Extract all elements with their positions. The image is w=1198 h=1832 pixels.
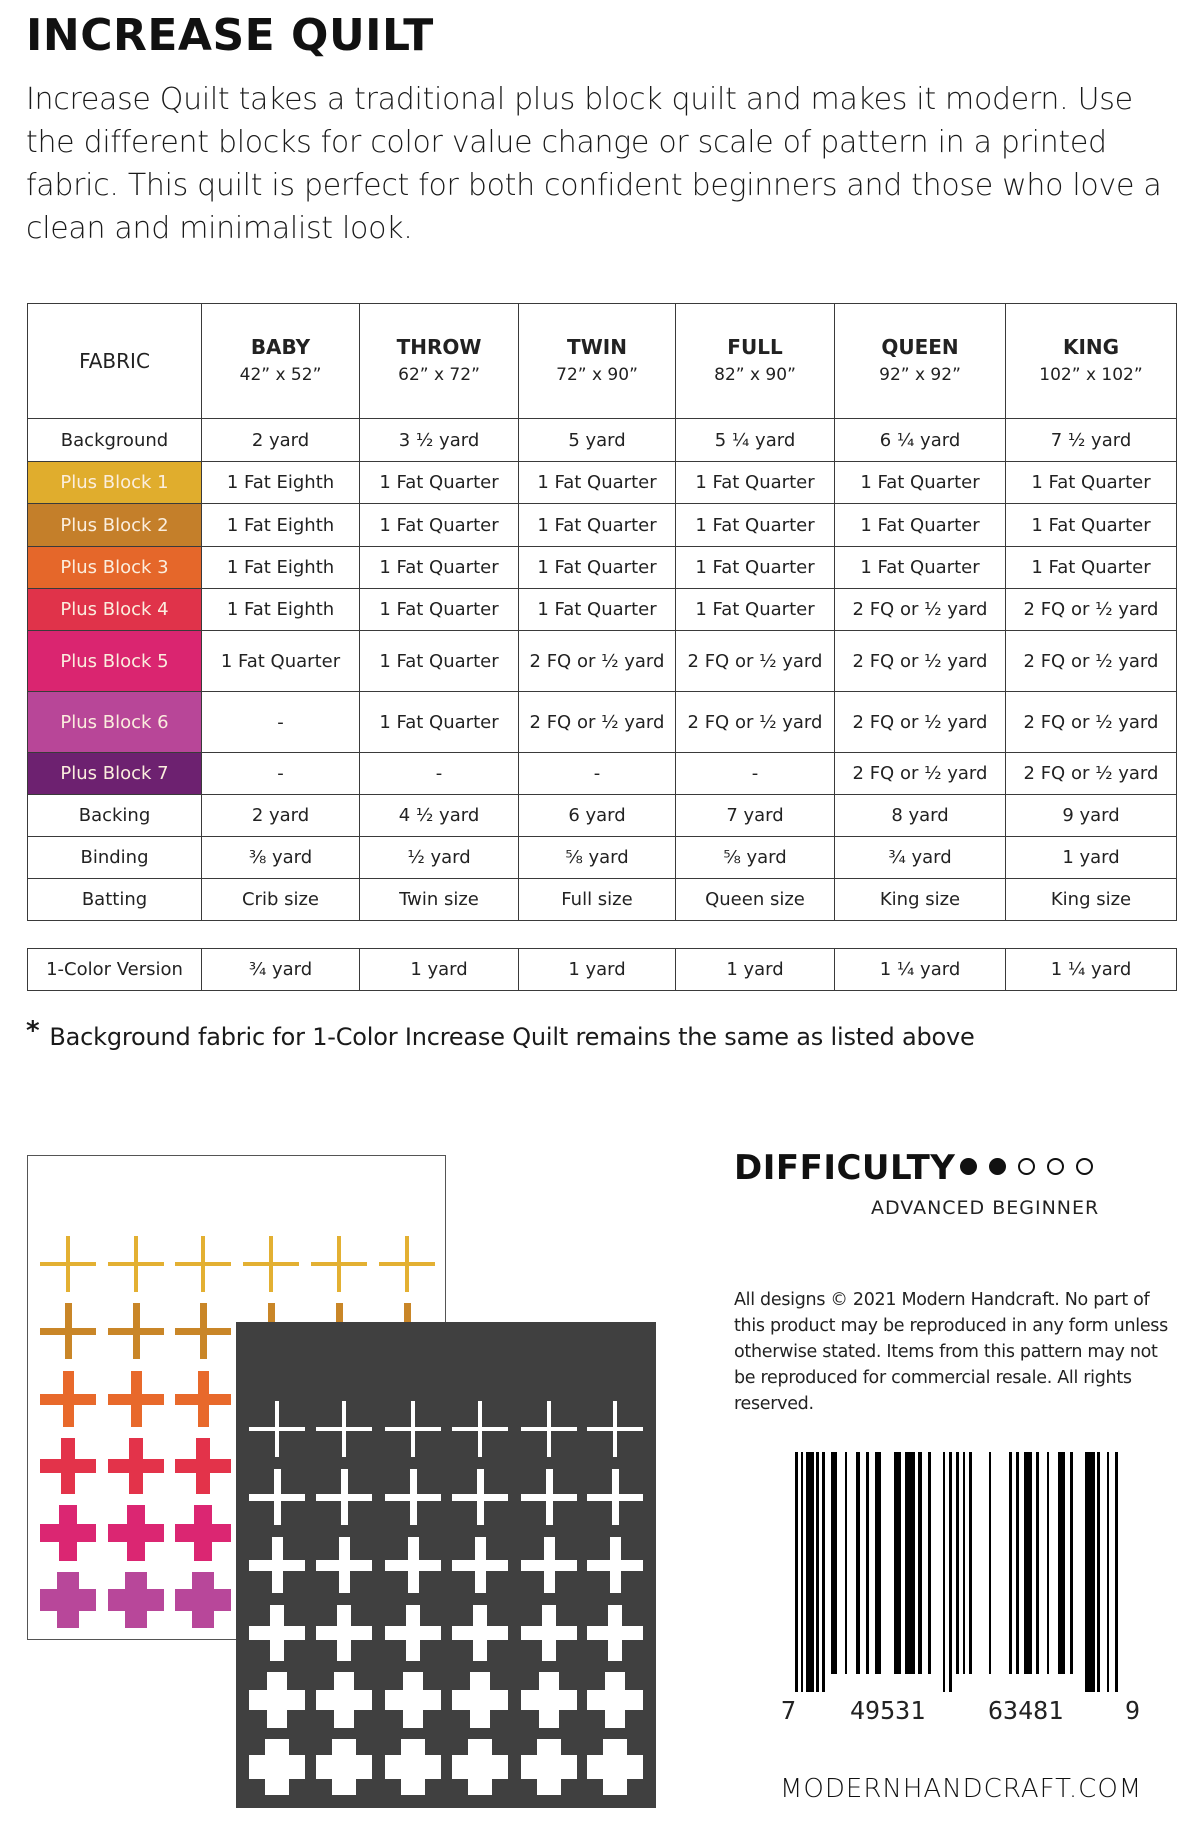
row-label: Batting <box>28 879 202 921</box>
table-cell: 1 Fat Quarter <box>1006 462 1177 504</box>
one-color-quilt-illustration <box>236 1322 656 1808</box>
plus-block-icon <box>40 1303 96 1359</box>
row-label: Plus Block 6 <box>28 692 202 753</box>
table-cell: - <box>202 692 360 753</box>
table-row <box>28 879 1177 921</box>
table-row <box>28 589 1177 631</box>
table-cell: ½ yard <box>360 837 519 879</box>
table-cell: 1 Fat Quarter <box>202 631 360 692</box>
table-cell: 2 FQ or ½ yard <box>519 631 676 692</box>
table-cell: 2 FQ or ½ yard <box>1006 753 1177 795</box>
size-dimensions: 42” x 52” <box>239 364 322 385</box>
table-cell: 1 Fat Quarter <box>835 504 1006 547</box>
plus-block-icon <box>108 1438 164 1494</box>
table-cell: 1 Fat Quarter <box>360 504 519 547</box>
table-cell: 1 yard <box>519 949 676 991</box>
size-dimensions: 102” x 102” <box>1039 364 1143 385</box>
plus-block-icon <box>452 1469 508 1525</box>
row-label: Background <box>28 419 202 462</box>
table-cell: Twin size <box>360 879 519 921</box>
size-name: FULL <box>727 334 783 359</box>
plus-block-icon <box>249 1537 305 1593</box>
plus-block-icon <box>108 1505 164 1561</box>
table-cell: ¾ yard <box>202 949 360 991</box>
plus-block-icon <box>175 1438 231 1494</box>
difficulty-rating <box>960 1158 1093 1175</box>
plus-block-icon <box>452 1672 508 1728</box>
plus-block-icon <box>40 1371 96 1427</box>
table-cell: 2 FQ or ½ yard <box>519 692 676 753</box>
filled-dot-icon <box>989 1158 1006 1175</box>
table-header-row <box>28 304 1177 419</box>
size-name: BABY <box>250 334 311 359</box>
intro-paragraph: Increase Quilt takes a traditional plus block quilt and makes it modern. Use the different blocks for color value change or scale of pattern in a printed fabric. This quilt is perfect for both confident beginners and those who love a clean and minimalist look. <box>26 82 1162 246</box>
table-cell: 1 Fat Quarter <box>1006 504 1177 547</box>
table-cell: 1 yard <box>1006 837 1177 879</box>
table-cell: 2 FQ or ½ yard <box>1006 589 1177 631</box>
asterisk-icon: * <box>26 1016 40 1046</box>
plus-block-icon <box>385 1672 441 1728</box>
table-cell: 1 Fat Quarter <box>1006 547 1177 589</box>
table-cell: 5 yard <box>519 419 676 462</box>
table-row <box>28 631 1177 692</box>
plus-block-icon <box>249 1605 305 1661</box>
barcode-digit: 49531 <box>850 1696 926 1725</box>
plus-block-icon <box>316 1401 372 1457</box>
table-cell: 2 FQ or ½ yard <box>835 589 1006 631</box>
table-cell: 8 yard <box>835 795 1006 837</box>
barcode-digit: 63481 <box>988 1696 1064 1725</box>
table-cell: 1 Fat Quarter <box>835 547 1006 589</box>
size-header-baby <box>202 304 360 419</box>
size-dimensions: 82” x 90” <box>714 364 796 385</box>
plus-block-icon <box>175 1371 231 1427</box>
plus-block-icon <box>40 1438 96 1494</box>
row-label: Binding <box>28 837 202 879</box>
table-cell: 1 yard <box>676 949 835 991</box>
table-cell: King size <box>835 879 1006 921</box>
table-cell: 1 Fat Quarter <box>519 462 676 504</box>
row-label: 1-Color Version <box>28 949 202 991</box>
table-cell: 1 Fat Quarter <box>676 462 835 504</box>
table-cell: 1 Fat Quarter <box>519 589 676 631</box>
plus-block-icon <box>108 1236 164 1292</box>
plus-block-icon <box>521 1672 577 1728</box>
one-color-version-table <box>27 948 1177 991</box>
table-cell: 2 FQ or ½ yard <box>676 631 835 692</box>
plus-block-icon <box>379 1236 435 1292</box>
table-cell: Full size <box>519 879 676 921</box>
plus-block-icon <box>452 1537 508 1593</box>
table-row <box>28 547 1177 589</box>
table-cell: 2 FQ or ½ yard <box>1006 631 1177 692</box>
size-name: QUEEN <box>881 334 959 359</box>
footnote-text: Background fabric for 1-Color Increase Quilt remains the same as listed above <box>49 1023 975 1051</box>
page-title: INCREASE QUILT <box>26 10 434 61</box>
table-row <box>28 419 1177 462</box>
table-cell: 1 Fat Eighth <box>202 589 360 631</box>
table-cell: 1 Fat Eighth <box>202 504 360 547</box>
plus-block-icon <box>175 1572 231 1628</box>
size-dimensions: 72” x 90” <box>556 364 638 385</box>
plus-block-icon <box>316 1469 372 1525</box>
table-cell: 1 Fat Quarter <box>360 462 519 504</box>
plus-block-icon <box>587 1672 643 1728</box>
size-header-queen <box>835 304 1006 419</box>
table-cell: 1 Fat Quarter <box>835 462 1006 504</box>
table-cell: 1 Fat Quarter <box>360 631 519 692</box>
table-cell: 1 Fat Eighth <box>202 547 360 589</box>
plus-block-icon <box>385 1739 441 1795</box>
size-header-twin <box>519 304 676 419</box>
barcode <box>781 1452 1141 1725</box>
table-cell: - <box>519 753 676 795</box>
table-cell: 1 Fat Eighth <box>202 462 360 504</box>
plus-block-icon <box>385 1537 441 1593</box>
size-header-king <box>1006 304 1177 419</box>
empty-dot-icon <box>1018 1158 1035 1175</box>
plus-block-icon <box>249 1739 305 1795</box>
table-row <box>28 795 1177 837</box>
row-label: Plus Block 7 <box>28 753 202 795</box>
fabric-requirements-table <box>27 303 1177 921</box>
table-cell: 2 yard <box>202 795 360 837</box>
size-name: TWIN <box>567 334 627 359</box>
row-label: Plus Block 2 <box>28 504 202 547</box>
table-row <box>28 837 1177 879</box>
row-label: Plus Block 1 <box>28 462 202 504</box>
table-cell: ¾ yard <box>835 837 1006 879</box>
footnote <box>26 1016 975 1052</box>
plus-block-icon <box>40 1236 96 1292</box>
plus-block-icon <box>587 1537 643 1593</box>
size-header-full <box>676 304 835 419</box>
size-dimensions: 92” x 92” <box>879 364 961 385</box>
size-name: KING <box>1062 334 1120 359</box>
table-cell: Queen size <box>676 879 835 921</box>
plus-block-icon <box>385 1401 441 1457</box>
plus-block-icon <box>311 1236 367 1292</box>
empty-dot-icon <box>1047 1158 1064 1175</box>
plus-block-icon <box>243 1236 299 1292</box>
table-row <box>28 949 1177 991</box>
plus-block-icon <box>108 1371 164 1427</box>
table-cell: - <box>676 753 835 795</box>
copyright-notice: All designs © 2021 Modern Handcraft. No part of this product may be reproduced in any form unless otherwise stated. Items from this pattern may not be reproduced for commercial resale. All rights reserved. <box>734 1290 1168 1414</box>
table-cell: Crib size <box>202 879 360 921</box>
difficulty-level: ADVANCED BEGINNER <box>871 1197 1100 1219</box>
table-cell: King size <box>1006 879 1177 921</box>
plus-block-icon <box>385 1469 441 1525</box>
table-cell: 1 Fat Quarter <box>519 504 676 547</box>
plus-block-icon <box>316 1672 372 1728</box>
row-label: Plus Block 4 <box>28 589 202 631</box>
table-cell: 1 Fat Quarter <box>360 692 519 753</box>
table-cell: 2 yard <box>202 419 360 462</box>
size-header-throw <box>360 304 519 419</box>
plus-block-icon <box>521 1401 577 1457</box>
table-cell: 1 Fat Quarter <box>676 589 835 631</box>
plus-block-icon <box>249 1469 305 1525</box>
plus-block-icon <box>249 1401 305 1457</box>
plus-block-icon <box>452 1739 508 1795</box>
table-cell: ⅝ yard <box>676 837 835 879</box>
table-row <box>28 504 1177 547</box>
table-cell: 5 ¼ yard <box>676 419 835 462</box>
plus-block-icon <box>40 1505 96 1561</box>
plus-block-icon <box>175 1303 231 1359</box>
plus-block-icon <box>521 1469 577 1525</box>
table-row <box>28 692 1177 753</box>
table-cell: 2 FQ or ½ yard <box>835 753 1006 795</box>
barcode-bars-icon <box>795 1452 1125 1692</box>
plus-block-icon <box>316 1537 372 1593</box>
plus-block-icon <box>587 1605 643 1661</box>
table-cell: 1 Fat Quarter <box>676 504 835 547</box>
table-cell: 7 ½ yard <box>1006 419 1177 462</box>
plus-block-icon <box>587 1739 643 1795</box>
plus-block-icon <box>521 1739 577 1795</box>
table-cell: 9 yard <box>1006 795 1177 837</box>
plus-block-icon <box>316 1739 372 1795</box>
empty-dot-icon <box>1076 1158 1093 1175</box>
table-cell: 1 Fat Quarter <box>360 547 519 589</box>
table-cell: - <box>202 753 360 795</box>
table-cell: 6 yard <box>519 795 676 837</box>
plus-block-icon <box>385 1605 441 1661</box>
table-cell: 2 FQ or ½ yard <box>676 692 835 753</box>
row-label: Backing <box>28 795 202 837</box>
table-cell: 1 Fat Quarter <box>519 547 676 589</box>
table-cell: 1 ¼ yard <box>1006 949 1177 991</box>
plus-block-icon <box>108 1572 164 1628</box>
size-dimensions: 62” x 72” <box>398 364 480 385</box>
row-label: Plus Block 3 <box>28 547 202 589</box>
plus-block-icon <box>40 1572 96 1628</box>
table-cell: 2 FQ or ½ yard <box>1006 692 1177 753</box>
table-row <box>28 462 1177 504</box>
table-cell: ⅜ yard <box>202 837 360 879</box>
table-cell: 1 Fat Quarter <box>360 589 519 631</box>
website-link[interactable]: MODERNHANDCRAFT.COM <box>780 1774 1143 1804</box>
plus-block-icon <box>587 1401 643 1457</box>
plus-block-icon <box>249 1672 305 1728</box>
size-name: THROW <box>396 334 482 359</box>
barcode-digit: 7 <box>781 1696 797 1725</box>
plus-block-icon <box>452 1401 508 1457</box>
plus-block-icon <box>521 1537 577 1593</box>
plus-block-icon <box>587 1469 643 1525</box>
table-cell: 1 Fat Quarter <box>676 547 835 589</box>
plus-block-icon <box>108 1303 164 1359</box>
plus-block-icon <box>175 1505 231 1561</box>
table-cell: 3 ½ yard <box>360 419 519 462</box>
table-cell: 2 FQ or ½ yard <box>835 692 1006 753</box>
difficulty-heading: DIFFICULTY <box>734 1148 956 1188</box>
plus-block-icon <box>175 1236 231 1292</box>
table-cell: 4 ½ yard <box>360 795 519 837</box>
table-cell: 7 yard <box>676 795 835 837</box>
table-cell: 1 ¼ yard <box>835 949 1006 991</box>
table-cell: ⅝ yard <box>519 837 676 879</box>
table-cell: 2 FQ or ½ yard <box>835 631 1006 692</box>
filled-dot-icon <box>960 1158 977 1175</box>
row-label: Plus Block 5 <box>28 631 202 692</box>
table-cell: 1 yard <box>360 949 519 991</box>
plus-block-icon <box>521 1605 577 1661</box>
barcode-digit: 9 <box>1125 1696 1141 1725</box>
table-row <box>28 753 1177 795</box>
plus-block-icon <box>316 1605 372 1661</box>
plus-block-icon <box>452 1605 508 1661</box>
table-cell: - <box>360 753 519 795</box>
table-cell: 6 ¼ yard <box>835 419 1006 462</box>
fabric-header: FABRIC <box>28 304 202 419</box>
